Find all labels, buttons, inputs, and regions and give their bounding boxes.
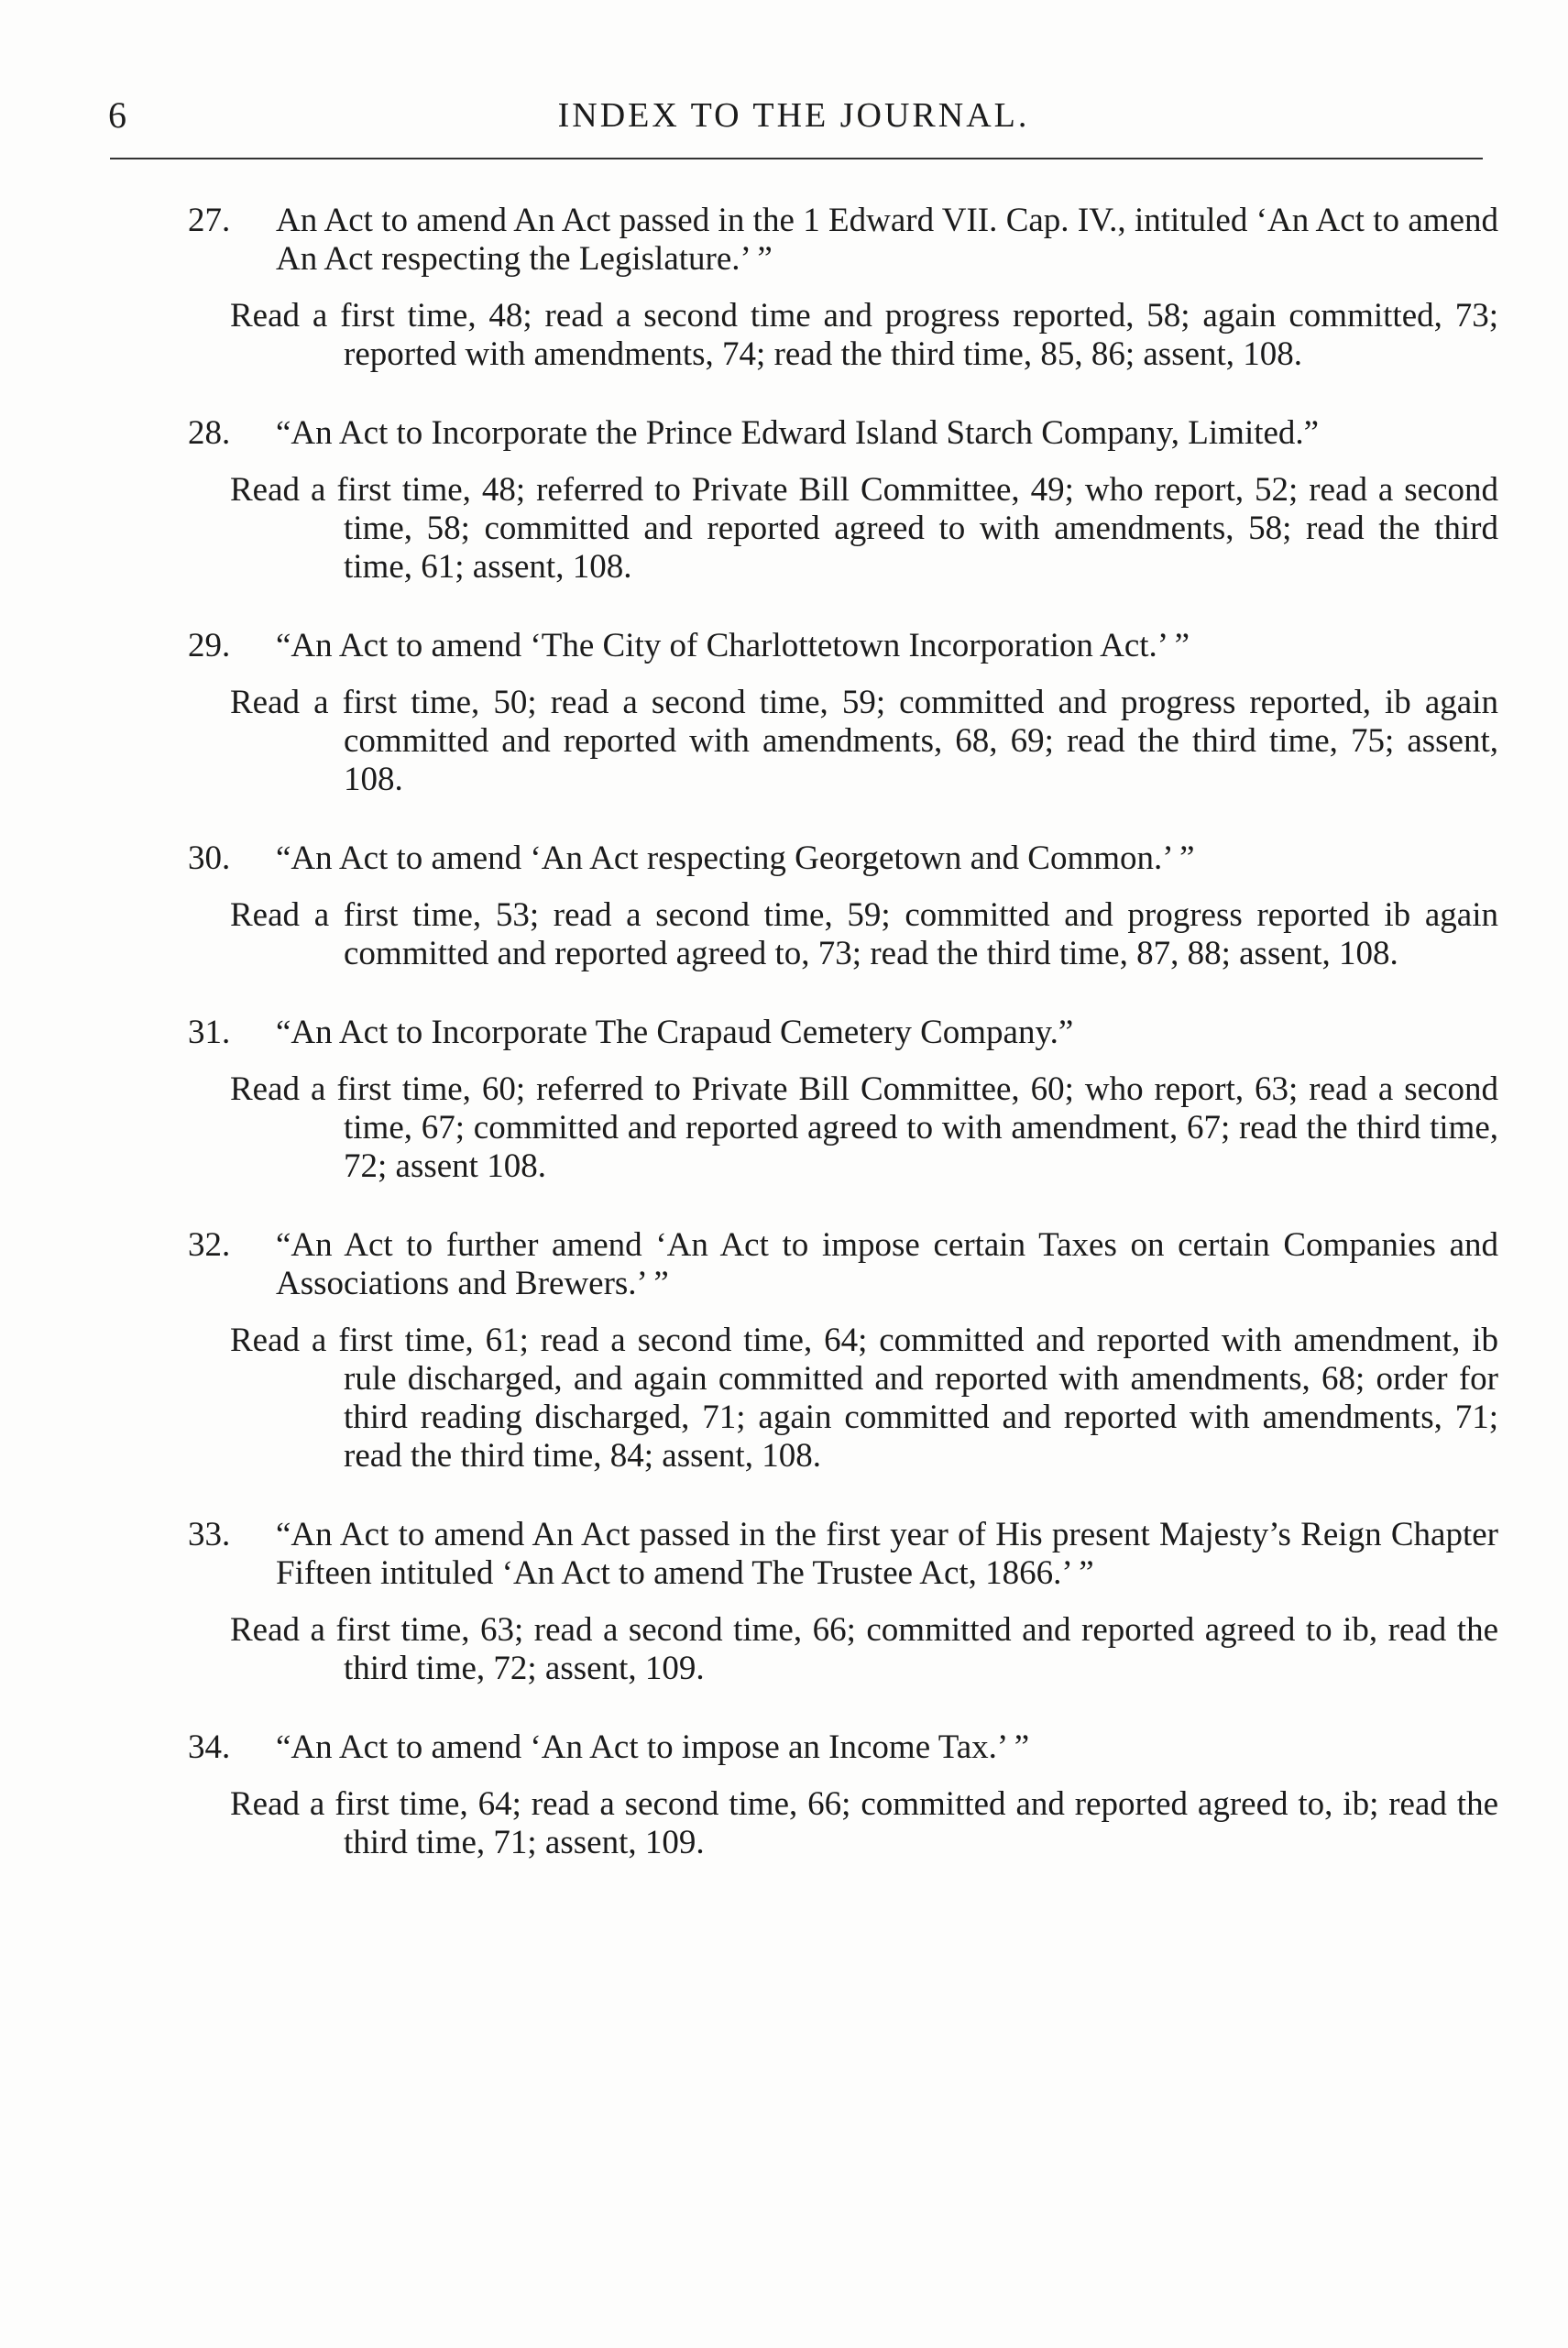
entry-title-text: “An Act to amend ‘An Act respecting Georgetown and Common.’ ” [276,839,1195,877]
entry-title [188,202,1498,279]
index-entry [188,1014,1498,1186]
entry-title-text: “An Act to amend ‘The City of Charlottetown Incorporation Act.’ ” [276,627,1190,664]
entry-title-text: “An Act to amend ‘An Act to impose an Income Tax.’ ” [276,1728,1030,1766]
entry-number: 31. [188,1014,231,1051]
entry-proceedings: Read a first time, 64; read a second time, 66; committed and reported agreed to, ib; read the third time, 71; assent, 109. [230,1785,1498,1861]
entry-proceedings: Read a first time, 61; read a second time, 64; committed and reported with amendment, ib rule discharged, and again committed and reported with amendments, 68; order for third reading discharged, 71; again committed and reported with amendments, 71; read the third time, 84; assent, 108. [230,1322,1498,1475]
entry-number: 29. [188,627,231,664]
entry-title [188,627,1498,665]
entry-title [188,1728,1498,1767]
entry-title [188,839,1498,878]
entry-title [188,1014,1498,1052]
entry-number: 33. [188,1516,231,1553]
entry-proceedings: Read a first time, 53; read a second time, 59; committed and progress reported ib again committed and reported agreed to, 73; read the third time, 87, 88; assent, 108. [230,896,1498,972]
entry-title [188,1226,1498,1303]
entry-proceedings: Read a first time, 48; read a second time and progress reported, 58; again committed, 73; reported with amendments, 74; read the third time, 85, 86; assent, 108. [230,297,1498,373]
entry-proceedings: Read a first time, 48; referred to Private Bill Committee, 49; who report, 52; read a second time, 58; committed and reported agreed to with amendments, 58; read the third time, 61; assent, 108. [230,471,1498,586]
header-rule [110,158,1483,159]
entry-number: 32. [188,1226,231,1264]
index-entry [188,1516,1498,1688]
index-entries [188,202,1498,1903]
index-entry [188,202,1498,374]
index-entry [188,627,1498,799]
index-entry [188,839,1498,973]
entry-number: 27. [188,202,231,239]
entry-title-text: “An Act to further amend ‘An Act to impose certain Taxes on certain Companies and Associations and Brewers.’ ” [276,1226,1498,1302]
entry-number: 28. [188,414,231,452]
entry-title [188,414,1498,453]
entry-title-text: “An Act to Incorporate The Crapaud Cemetery Company.” [276,1014,1074,1051]
page-number: 6 [108,94,126,136]
entry-proceedings: Read a first time, 60; referred to Private Bill Committee, 60; who report, 63; read a second time, 67; committed and reported agreed to with amendment, 67; read the third time, 72; assent 108. [230,1070,1498,1185]
entry-proceedings: Read a first time, 50; read a second time, 59; committed and progress reported, ib again committed and reported with amendments, 68, 69; read the third time, 75; assent, 108. [230,684,1498,798]
entry-number: 30. [188,839,231,877]
running-head: INDEX TO THE JOURNAL. [557,96,1030,135]
entry-title-text: “An Act to amend An Act passed in the first year of His present Majesty’s Reign Chapter Fifteen intituled ‘An Act to amend The Trustee Act, 1866.’ ” [276,1516,1498,1592]
index-entry [188,414,1498,587]
index-entry [188,1728,1498,1862]
entry-number: 34. [188,1728,231,1766]
index-entry [188,1226,1498,1476]
entry-title [188,1516,1498,1593]
entry-title-text: “An Act to Incorporate the Prince Edward Island Starch Company, Limited.” [276,414,1320,452]
entry-proceedings: Read a first time, 63; read a second time, 66; committed and reported agreed to ib, read the third time, 72; assent, 109. [230,1611,1498,1687]
page-header [103,92,1485,147]
entry-title-text: An Act to amend An Act passed in the 1 Edward VII. Cap. IV., intituled ‘An Act to amend An Act respecting the Legislature.’ ” [276,202,1498,278]
